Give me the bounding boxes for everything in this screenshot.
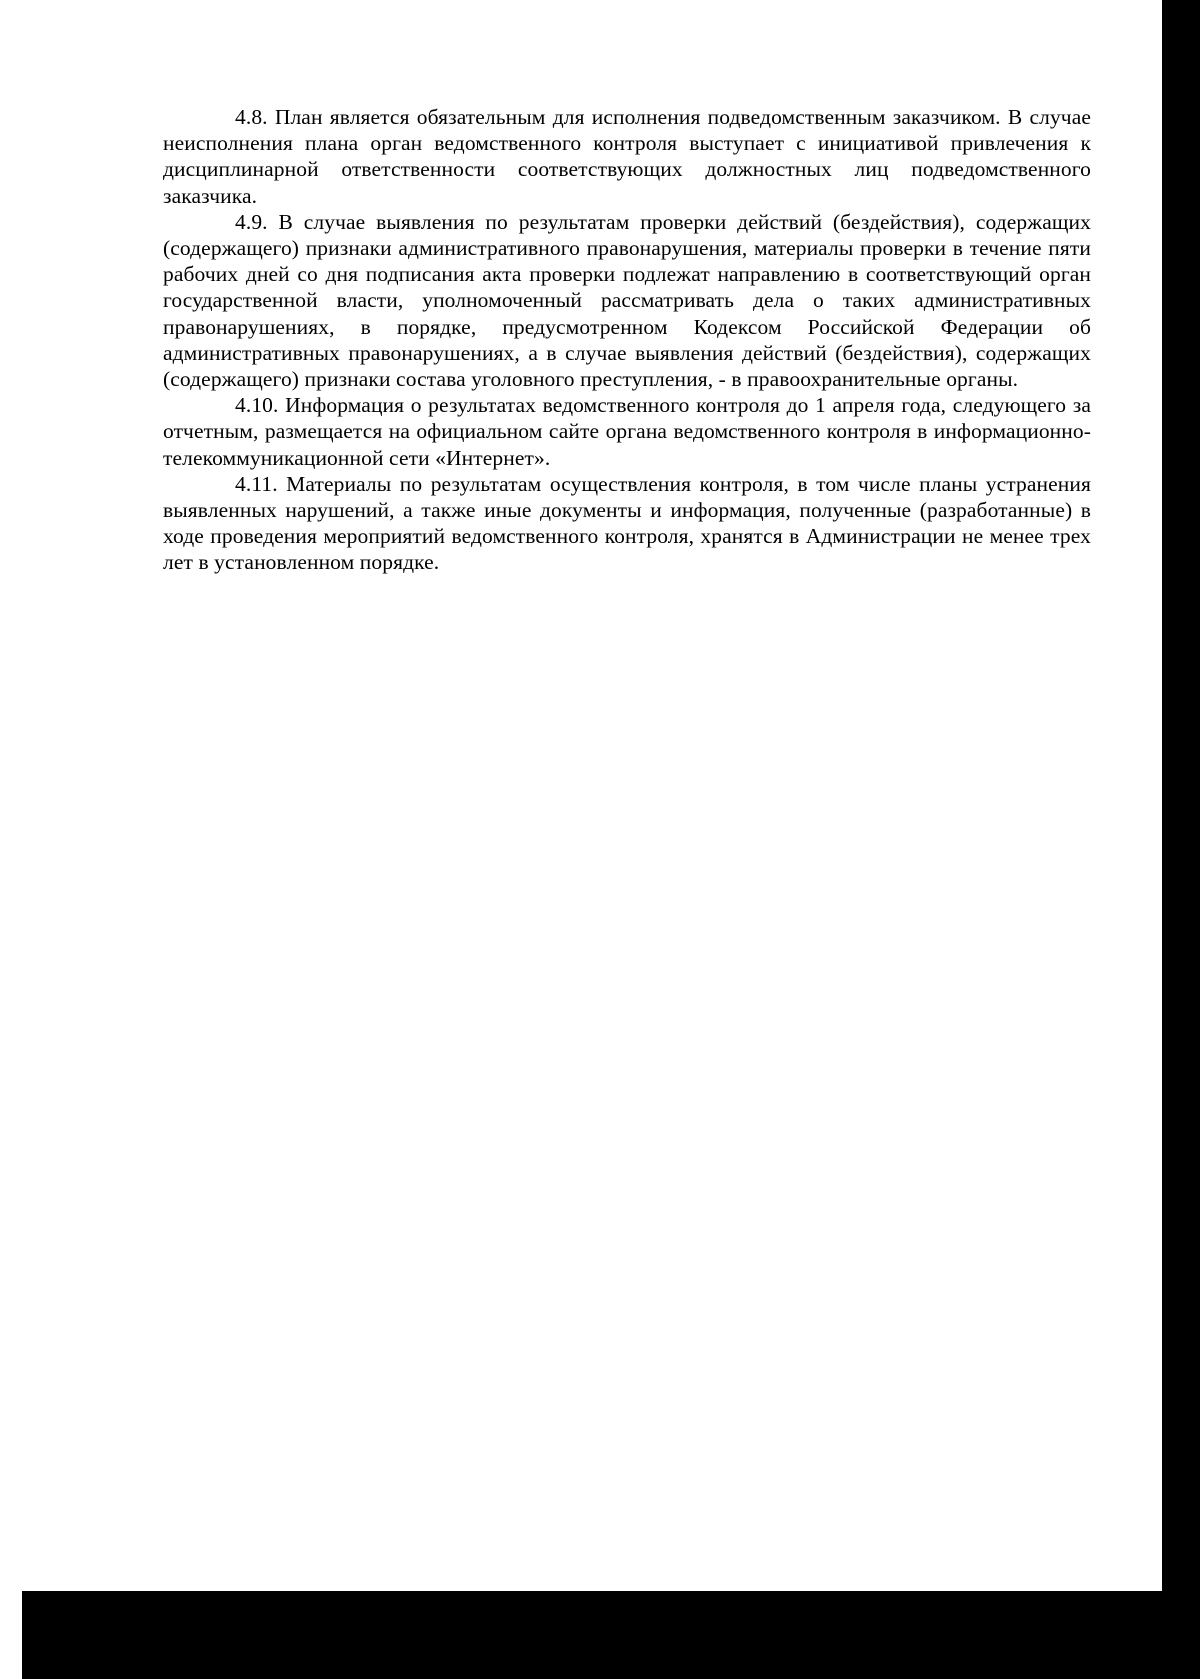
paragraph-4-11: 4.11. Материалы по результатам осуществления контроля, в том числе планы устранения выявленных нарушений, а также иные документы и информация, полученные (разработанные) в ходе проведения мероприятий ведомственного контроля, хранятся в Администрации не менее трех лет в установленном порядке. xyxy=(163,471,1091,575)
scan-border-bottom xyxy=(22,1591,1200,1679)
paragraph-4-10: 4.10. Информация о результатах ведомственного контроля до 1 апреля года, следующего за отчетным, размещается на официальном сайте органа ведомственного контроля в информационно-телекоммуникационной сети «Интернет». xyxy=(163,393,1091,470)
paragraph-4-8: 4.8. План является обязательным для исполнения подведомственным заказчиком. В случае неисполнения плана орган ведомственного контроля выступает с инициативой привлечения к дисциплинарной ответственности соответствующих должностных лиц подведомственного заказчика. xyxy=(163,105,1091,208)
scan-border-right xyxy=(1162,0,1200,1679)
paragraph-4-9: 4.9. В случае выявления по результатам проверки действий (бездействия), содержащих (содержащего) признаки административного правонарушения, материалы проверки в течение пяти рабочих дней со дня подписания акта проверки подлежат направлению в соответствующий орган государственной власти, уполномоченный рассматривать дела о таких административных правонарушениях, в порядке, предусмотренном Кодексом Российской Федерации об административных правонарушениях, а в случае выявления действий (бездействия), содержащих (содержащего) признаки состава уголовного преступления, - в правоохранительные органы. xyxy=(163,209,1091,392)
document-body xyxy=(163,104,1091,576)
